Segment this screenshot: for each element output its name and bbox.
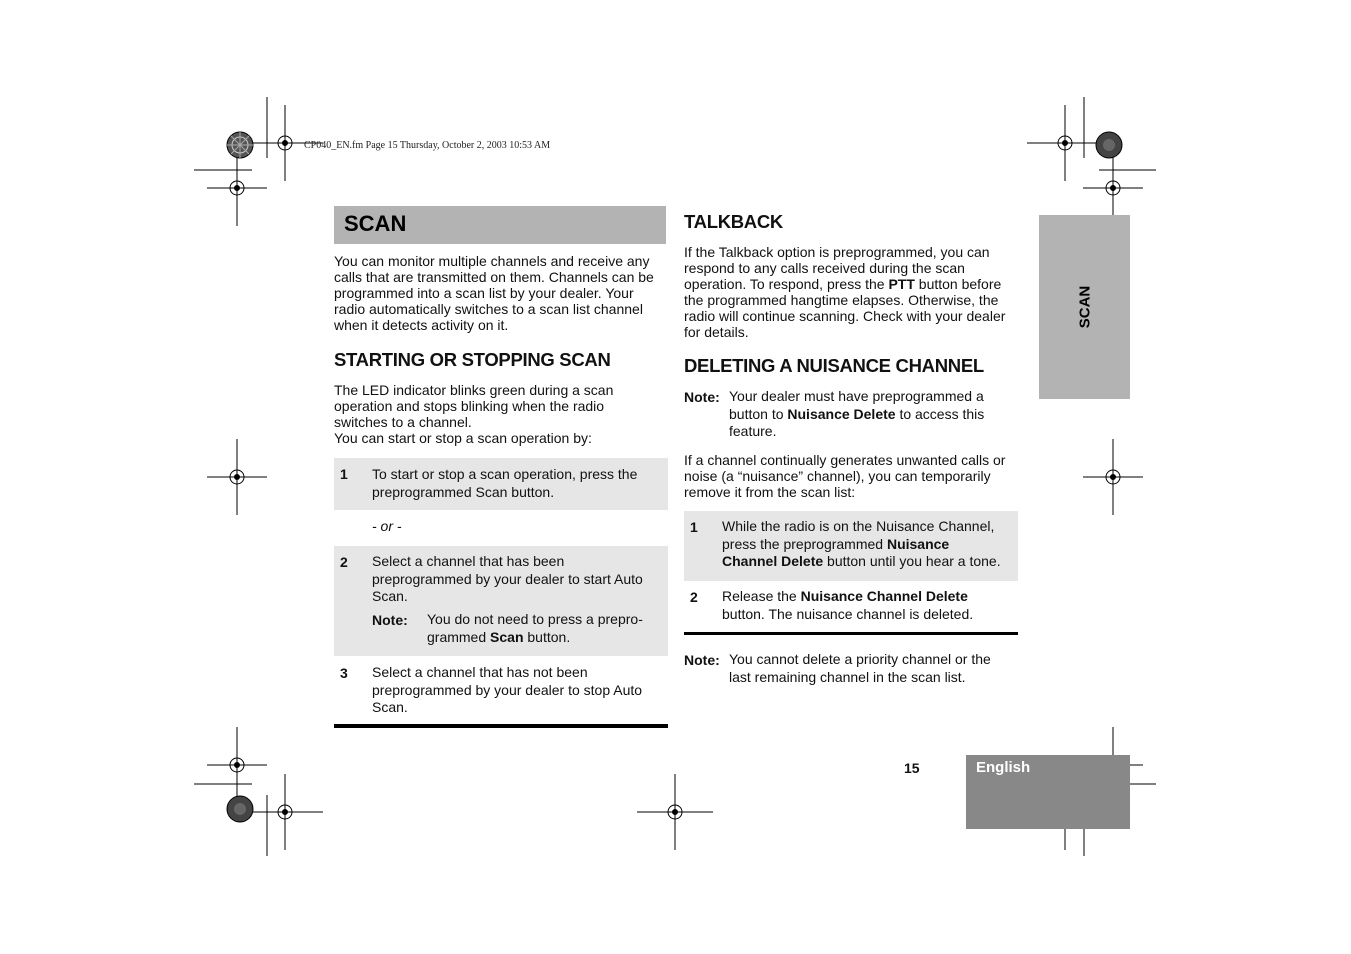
step-line: To start or stop a scan operation, press the <box>372 466 638 482</box>
step-line: press the preprogrammed Nuisance <box>722 535 950 552</box>
note-line: button to Nuisance Delete to access this <box>729 405 985 422</box>
para-line: operation. To respond, press the PTT button before <box>684 276 1002 292</box>
section-title: SCAN <box>344 211 407 236</box>
step-number: 1 <box>340 466 348 482</box>
chapter-tab-label: SCAN <box>1076 285 1093 329</box>
scan-intro <box>334 253 668 333</box>
nuisance-step-2-text <box>722 588 1018 623</box>
scan-button-ref: Scan <box>490 628 524 645</box>
para-line: The LED indicator blinks green during a scan <box>334 382 614 398</box>
para-line: remove it from the scan list: <box>684 484 856 500</box>
step-line: While the radio is on the Nuisance Channel, <box>722 518 995 534</box>
note-line: feature. <box>729 423 777 439</box>
step-2-text <box>372 553 662 606</box>
step-line: preprogrammed Scan button. <box>372 484 555 500</box>
step-line: button. The nuisance channel is deleted. <box>722 605 974 622</box>
step-line: Scan. <box>372 699 408 715</box>
para-line: respond to any calls received during the scan <box>684 260 965 276</box>
section-title-bar <box>334 206 666 244</box>
step-line: Scan. <box>372 588 408 604</box>
intro-line: calls that are transmitted on them. Channels can be <box>334 269 654 285</box>
step-number: 1 <box>690 519 698 535</box>
para-line: the programmed hangtime elapses. Otherwise, the <box>684 292 999 308</box>
note-label: Note: <box>372 612 408 628</box>
nuisance-delete-ref: Nuisance Delete <box>787 405 896 422</box>
step-number: 3 <box>340 665 348 681</box>
start-stop-heading: STARTING OR STOPPING SCAN <box>334 349 611 370</box>
note-label: Note: <box>684 389 720 405</box>
priority-note <box>729 651 1019 686</box>
steps-end-rule <box>684 632 1018 635</box>
para-line: switches to a channel. <box>334 414 472 430</box>
step-3-text <box>372 664 662 717</box>
step-line: Select a channel that has been <box>372 553 565 569</box>
step-line: Release the Nuisance Channel Delete <box>722 588 968 604</box>
step-1-text <box>372 465 662 501</box>
or-separator: - or - <box>372 518 402 534</box>
page-number: 15 <box>904 760 920 776</box>
para-line: If the Talkback option is preprogrammed, you can <box>684 244 990 260</box>
para-line: operation and stops blinking when the radio <box>334 398 605 414</box>
nuisance-heading: DELETING A NUISANCE CHANNEL <box>684 355 984 376</box>
note-line: You do not need to press a prepro- <box>427 611 643 627</box>
section-end-rule <box>334 724 668 728</box>
note-line: last remaining channel in the scan list. <box>729 668 966 685</box>
para-line: radio will continue scanning. Check with your dealer <box>684 308 1006 324</box>
para-line: for details. <box>684 324 749 340</box>
note-label: Note: <box>684 652 720 668</box>
intro-line: radio automatically switches to a scan list channel <box>334 301 643 317</box>
intro-line: programmed into a scan list by your dealer. Your <box>334 285 634 301</box>
step-number: 2 <box>690 589 698 605</box>
step-number: 2 <box>340 554 348 570</box>
step-2-note <box>427 611 667 646</box>
nuisance-paragraph <box>684 452 1018 500</box>
nuisance-step-1-text <box>722 518 1018 571</box>
para-line: If a channel continually generates unwanted calls or <box>684 452 1006 468</box>
intro-line: when it detects activity on it. <box>334 317 509 333</box>
step-line: Channel Delete button until you hear a tone. <box>722 553 1001 569</box>
talkback-heading: TALKBACK <box>684 211 783 232</box>
note-line: Your dealer must have preprogrammed a <box>729 388 984 404</box>
step-line: preprogrammed by your dealer to start Auto <box>372 570 643 587</box>
chapter-tab <box>1039 215 1130 399</box>
note-line: grammed Scan button. <box>427 628 571 645</box>
language-tab <box>966 755 1130 829</box>
start-stop-paragraph <box>334 382 668 446</box>
ptt-button-ref: PTT <box>888 276 915 292</box>
step-line: Select a channel that has not been <box>372 664 588 680</box>
language-label: English <box>976 759 1031 776</box>
para-line: You can start or stop a scan operation by: <box>334 430 592 446</box>
note-line: You cannot delete a priority channel or the <box>729 651 991 667</box>
nuisance-note <box>729 388 1019 441</box>
intro-line: You can monitor multiple channels and receive any <box>334 253 650 269</box>
file-slug: CP040_EN.fm Page 15 Thursday, October 2, 2003 10:53 AM <box>304 140 551 151</box>
talkback-paragraph <box>684 244 1018 340</box>
step-line: preprogrammed by your dealer to stop Auto <box>372 681 643 698</box>
para-line: noise (a “nuisance” channel), you can temporarily <box>684 468 991 484</box>
